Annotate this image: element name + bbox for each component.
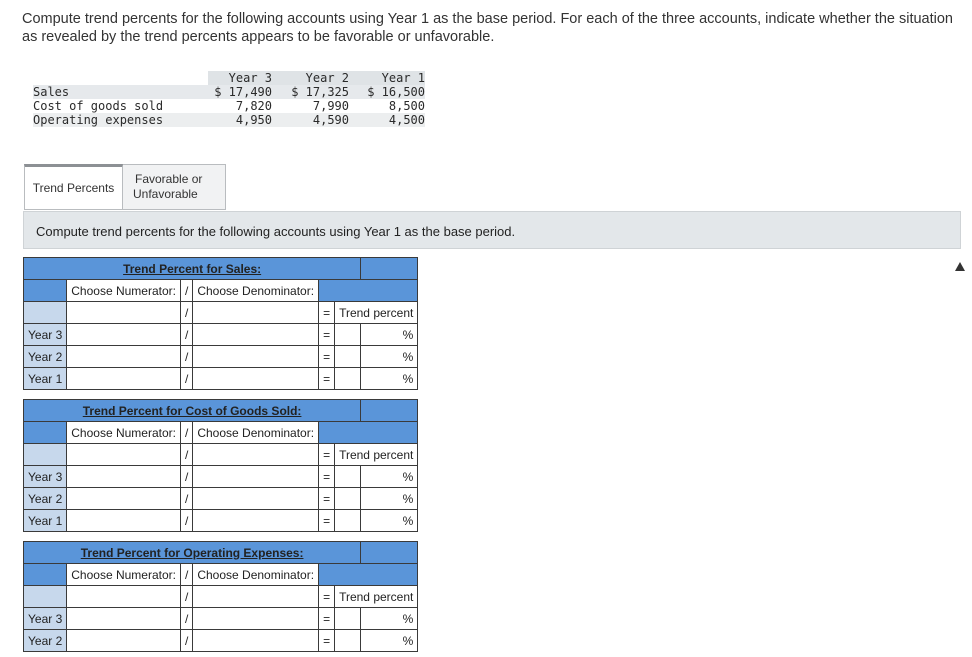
table-row	[33, 85, 425, 99]
trend-grid-0	[23, 257, 418, 390]
divide-sign: /	[180, 368, 192, 390]
tab-bar	[24, 164, 226, 210]
table-cell: 7,990	[312, 99, 349, 113]
percent-sign: %	[361, 324, 418, 346]
trend-percent-input[interactable]	[335, 324, 361, 346]
divide-sign: /	[180, 346, 192, 368]
percent-sign: %	[361, 346, 418, 368]
mouse-cursor-icon	[955, 262, 965, 271]
divide-sign: /	[180, 488, 192, 510]
column-header: Year 1	[349, 71, 425, 85]
denominator-input[interactable]	[193, 302, 319, 324]
column-header: Year 2	[272, 71, 349, 85]
percent-sign: %	[361, 510, 418, 532]
section-title: Trend Percent for Operating Expenses:	[24, 542, 361, 564]
header-fill	[24, 280, 67, 302]
section-title: Trend Percent for Sales:	[24, 258, 361, 280]
divide-sign: /	[180, 510, 192, 532]
denominator-input[interactable]	[193, 630, 319, 652]
denominator-input[interactable]	[193, 444, 319, 466]
year-label: Year 3	[24, 466, 67, 488]
equals-sign: =	[319, 510, 335, 532]
table-row	[33, 113, 425, 127]
year-label: Year 2	[24, 488, 67, 510]
divide-sign: /	[180, 564, 192, 586]
denominator-input[interactable]	[193, 488, 319, 510]
blank-label	[24, 586, 67, 608]
divide-sign: /	[180, 302, 192, 324]
trend-grid-2	[23, 541, 418, 652]
numerator-header: Choose Numerator:	[67, 564, 181, 586]
trend-percent-input[interactable]	[335, 488, 361, 510]
trend-percent-header: Trend percent	[335, 444, 418, 466]
year-label: Year 2	[24, 346, 67, 368]
year-label: Year 1	[24, 368, 67, 390]
divide-sign: /	[180, 422, 192, 444]
divide-sign: /	[180, 608, 192, 630]
equals-sign: =	[319, 368, 335, 390]
equals-sign: =	[319, 346, 335, 368]
table-cell: $ 17,490	[208, 85, 272, 99]
trend-percent-input[interactable]	[335, 466, 361, 488]
table-row	[24, 510, 418, 532]
equals-sign: =	[319, 324, 335, 346]
numerator-input[interactable]	[67, 586, 181, 608]
trend-percent-header: Trend percent	[335, 586, 418, 608]
table-row	[24, 368, 418, 390]
header-fill	[319, 422, 418, 444]
percent-sign: %	[361, 488, 418, 510]
equals-sign: =	[319, 488, 335, 510]
header-fill	[361, 400, 418, 422]
percent-sign: %	[361, 466, 418, 488]
denominator-input[interactable]	[193, 346, 319, 368]
percent-sign: %	[361, 608, 418, 630]
instruction-text: Compute trend percents for the following accounts using Year 1 as the base period.	[36, 224, 516, 239]
tab-trend-percents[interactable]	[24, 164, 123, 210]
denominator-header: Choose Denominator:	[193, 422, 319, 444]
table-corner	[33, 71, 208, 85]
header-fill	[24, 564, 67, 586]
tab-label: Trend Percents	[32, 181, 115, 195]
table-cell: 4,590	[272, 113, 349, 127]
percent-sign: %	[361, 368, 418, 390]
denominator-input[interactable]	[193, 324, 319, 346]
table-cell: 4,500	[349, 113, 425, 127]
tab-label: Favorable or Unfavorable	[133, 172, 203, 201]
trend-percent-input[interactable]	[335, 630, 361, 652]
trend-percent-input[interactable]	[335, 368, 361, 390]
year-label: Year 3	[24, 608, 67, 630]
denominator-input[interactable]	[193, 466, 319, 488]
numerator-input[interactable]	[67, 630, 181, 652]
header-fill	[361, 258, 418, 280]
trend-percent-header: Trend percent	[335, 302, 418, 324]
equals-sign: =	[319, 444, 335, 466]
section-title: Trend Percent for Cost of Goods Sold:	[24, 400, 361, 422]
table-cell: $ 16,500	[349, 85, 425, 99]
header-fill	[319, 280, 418, 302]
table-row	[24, 346, 418, 368]
table-cell: 8,500	[388, 99, 425, 113]
table-cell: 7,820	[235, 99, 272, 113]
denominator-input[interactable]	[193, 586, 319, 608]
divide-sign: /	[180, 466, 192, 488]
trend-percent-input[interactable]	[335, 510, 361, 532]
numerator-input[interactable]	[67, 324, 181, 346]
equals-sign: =	[319, 608, 335, 630]
header-fill	[24, 422, 67, 444]
table-cell: $ 17,325	[272, 85, 349, 99]
equals-sign: =	[319, 630, 335, 652]
table-row	[24, 466, 418, 488]
table-row	[24, 488, 418, 510]
table-row	[24, 324, 418, 346]
account-data-table	[33, 71, 425, 127]
numerator-input[interactable]	[67, 346, 181, 368]
blank-label	[24, 444, 67, 466]
blank-label	[24, 302, 67, 324]
equals-sign: =	[319, 302, 335, 324]
question-text: Compute trend percents for the following accounts using Year 1 as the base period. For each of the three accounts, indicate whether the situation as revealed by the trend percents appears to be favorable or unfavorable.	[22, 11, 953, 45]
row-label: Cost of goods sold	[33, 99, 164, 113]
numerator-header: Choose Numerator:	[67, 280, 181, 302]
divide-sign: /	[180, 630, 192, 652]
divide-sign: /	[180, 280, 192, 302]
divide-sign: /	[180, 586, 192, 608]
equals-sign: =	[319, 466, 335, 488]
year-label: Year 1	[24, 510, 67, 532]
denominator-input[interactable]	[193, 368, 319, 390]
numerator-input[interactable]	[67, 510, 181, 532]
numerator-input[interactable]	[67, 608, 181, 630]
header-fill	[361, 542, 418, 564]
trend-grid-1	[23, 399, 418, 532]
divide-sign: /	[180, 324, 192, 346]
year-label: Year 2	[24, 630, 67, 652]
denominator-input[interactable]	[193, 510, 319, 532]
tab-favorable-or-unfavorable[interactable]	[123, 164, 226, 210]
divide-sign: /	[180, 444, 192, 466]
numerator-header: Choose Numerator:	[67, 422, 181, 444]
table-row	[33, 99, 425, 113]
numerator-input[interactable]	[67, 466, 181, 488]
denominator-header: Choose Denominator:	[193, 564, 319, 586]
row-label: Operating expenses	[33, 113, 208, 127]
percent-sign: %	[361, 630, 418, 652]
table-row	[24, 630, 418, 652]
table-cell: 4,950	[208, 113, 272, 127]
numerator-input[interactable]	[67, 368, 181, 390]
trend-percent-input[interactable]	[335, 608, 361, 630]
numerator-input[interactable]	[67, 444, 181, 466]
trend-percent-input[interactable]	[335, 346, 361, 368]
denominator-header: Choose Denominator:	[193, 280, 319, 302]
numerator-input[interactable]	[67, 302, 181, 324]
denominator-input[interactable]	[193, 608, 319, 630]
equals-sign: =	[319, 586, 335, 608]
header-fill	[319, 564, 418, 586]
instruction-banner	[23, 211, 961, 249]
year-label: Year 3	[24, 324, 67, 346]
table-row	[24, 608, 418, 630]
row-label: Sales	[33, 85, 208, 99]
column-header: Year 3	[208, 71, 272, 85]
numerator-input[interactable]	[67, 488, 181, 510]
